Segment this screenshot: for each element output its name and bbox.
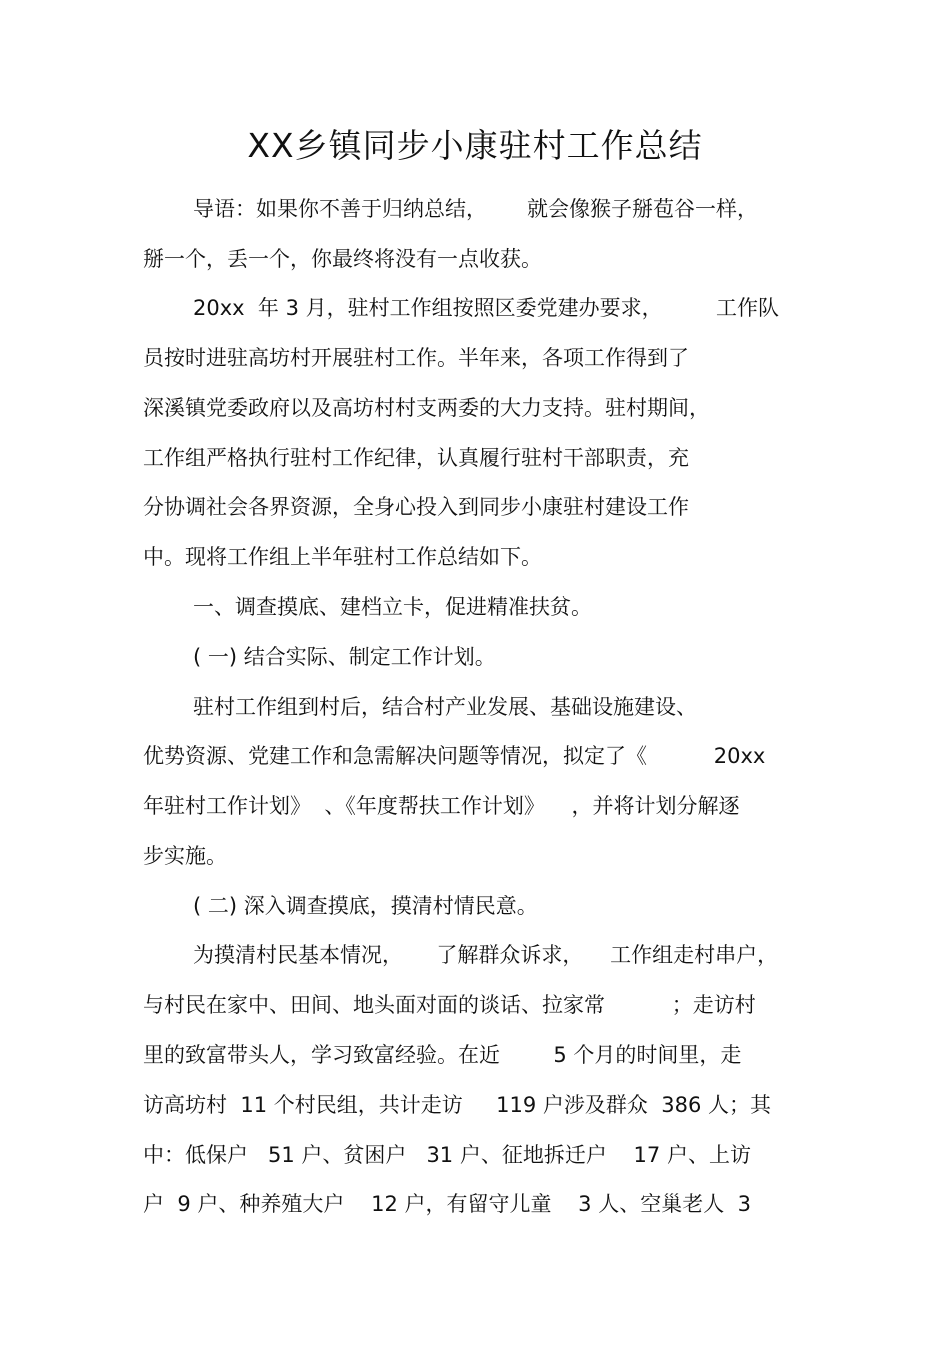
paragraph-line: 户 9 户、种养殖大户 12 户，有留守儿童 3 人、空巢老人 3 xyxy=(143,1192,751,1216)
paragraph-line: 掰一个，丢一个，你最终将没有一点收获。 xyxy=(143,247,542,271)
paragraph-line: 20xx 年 3 月，驻村工作组按照区委党建办要求， 工作队 xyxy=(193,296,780,320)
paragraph-line: 年驻村工作计划》 、《年度帮扶工作计划》 ，并将计划分解逐 xyxy=(143,794,740,818)
section-heading: 一、调查摸底、建档立卡，促进精准扶贫。 xyxy=(193,595,592,619)
subsection-heading: ( 二) 深入调查摸底，摸清村情民意。 xyxy=(193,894,538,918)
paragraph-line: 优势资源、党建工作和急需解决问题等情况，拟定了《 20xx xyxy=(143,744,766,768)
paragraph-line: 里的致富带头人，学习致富经验。在近 5 个月的时间里，走 xyxy=(143,1043,742,1067)
paragraph-line: 中：低保户 51 户、贫困户 31 户、征地拆迁户 17 户、上访 xyxy=(143,1143,751,1167)
paragraph-line: 深溪镇党委政府以及高坊村村支两委的大力支持。驻村期间， xyxy=(143,396,710,420)
paragraph-line: 导语：如果你不善于归纳总结， 就会像猴子掰苞谷一样， xyxy=(193,197,759,221)
subsection-heading: ( 一) 结合实际、制定工作计划。 xyxy=(193,645,496,669)
paragraph-line: 工作组严格执行驻村工作纪律，认真履行驻村干部职责，充 xyxy=(143,446,689,470)
paragraph-line: 员按时进驻高坊村开展驻村工作。半年来，各项工作得到了 xyxy=(143,346,689,370)
paragraph-line: 访高坊村 11 个村民组，共计走访 119 户涉及群众 386 人；其 xyxy=(143,1093,771,1117)
document-title: XX乡镇同步小康驻村工作总结 xyxy=(247,126,703,165)
paragraph-line: 与村民在家中、田间、地头面对面的谈话、拉家常 ；走访村 xyxy=(143,993,756,1017)
paragraph-line: 驻村工作组到村后，结合村产业发展、基础设施建设、 xyxy=(193,695,697,719)
paragraph-line: 为摸清村民基本情况， 了解群众诉求， 工作组走村串户， xyxy=(193,943,779,967)
paragraph-line: 步实施。 xyxy=(143,844,227,868)
paragraph-line: 分协调社会各界资源，全身心投入到同步小康驻村建设工作 xyxy=(143,495,689,519)
paragraph-line: 中。现将工作组上半年驻村工作总结如下。 xyxy=(143,545,542,569)
